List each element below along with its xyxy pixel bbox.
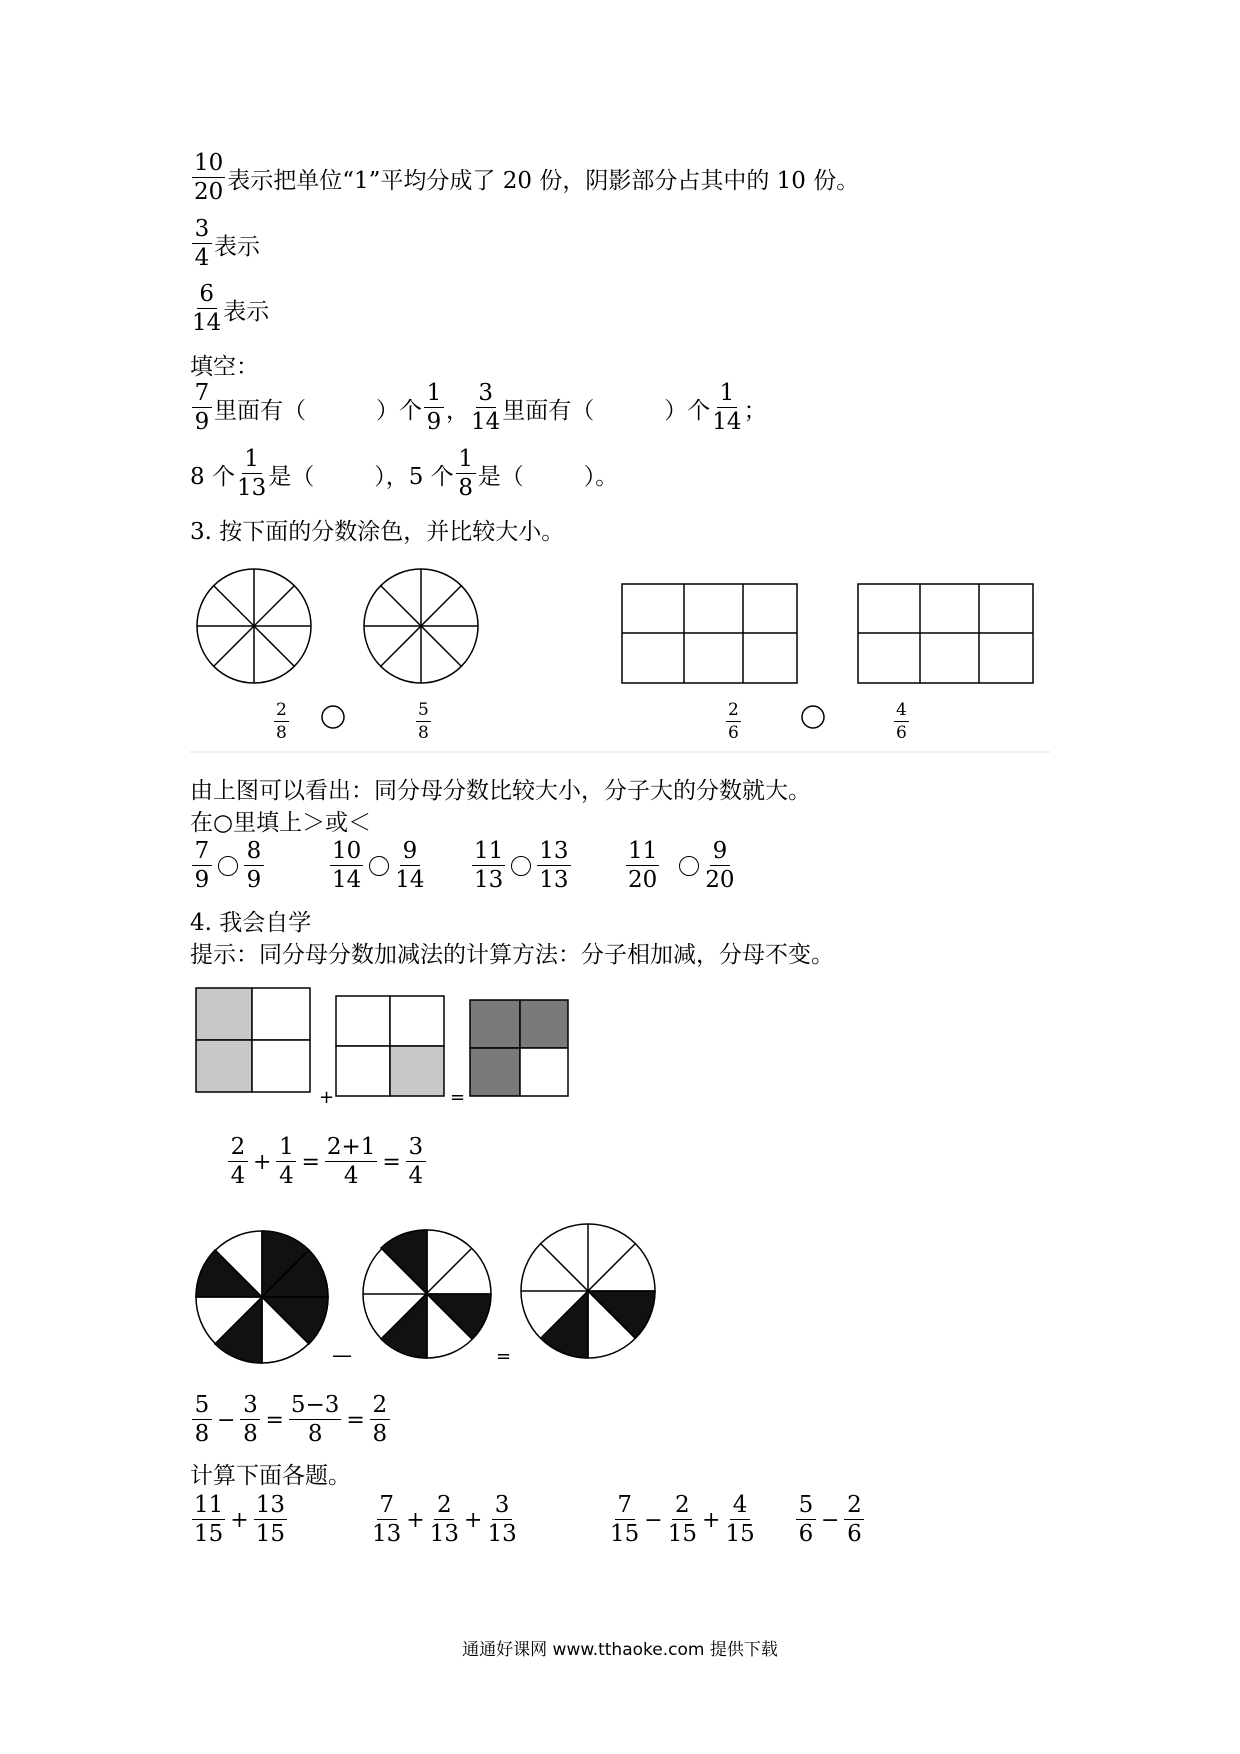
fraction (192, 1494, 225, 1546)
denominator: 8 (194, 1421, 210, 1447)
plus-sign: + (406, 1507, 425, 1533)
denominator: 15 (194, 1521, 224, 1547)
fill-text: 是（ (477, 463, 524, 490)
page-footer: 通通好课网 www.tthaoke.com 提供下载 (462, 1640, 778, 1660)
numerator: 2 (728, 700, 739, 720)
numerator: 11 (628, 838, 658, 864)
fill-text: 8 个 (190, 463, 235, 490)
section-3-heading: 3. 按下面的分数涂色，并比较大小。 (190, 519, 565, 545)
denominator: 13 (539, 867, 569, 893)
fill-heading: 填空： (190, 354, 259, 380)
eighths-pie-5-8 (196, 1231, 328, 1363)
denominator: 6 (847, 1521, 862, 1547)
minus-sign: − (821, 1507, 840, 1533)
numerator: 5 (796, 1494, 816, 1520)
numerator: 3 (192, 218, 212, 244)
denominator: 9 (194, 409, 210, 435)
numerator: 11 (474, 838, 504, 864)
denominator: 9 (194, 867, 210, 893)
fill-text: ）个 (376, 397, 422, 424)
denominator: 15 (725, 1521, 755, 1547)
denominator: 8 (307, 1421, 323, 1447)
fraction (610, 1494, 639, 1546)
numerator: 2 (672, 1494, 692, 1520)
denominator: 15 (667, 1521, 697, 1547)
denominator: 13 (474, 867, 504, 893)
section-4-tip: 提示：同分母分数加减法的计算方法：分子相加减，分母不变。 (190, 942, 834, 968)
denominator: 4 (343, 1163, 359, 1189)
fraction (844, 1494, 864, 1546)
fraction (240, 1394, 260, 1446)
denominator: 9 (246, 867, 262, 893)
denominator: 15 (255, 1521, 285, 1547)
fraction (289, 1394, 342, 1446)
subtraction-equation (190, 1394, 392, 1446)
fraction (796, 1494, 816, 1546)
numerator: 3 (240, 1394, 260, 1420)
numerator: 5−3 (290, 1392, 340, 1418)
denominator: 14 (192, 310, 222, 336)
fill-text: ； (743, 397, 767, 424)
numerator: 2 (370, 1394, 390, 1420)
denominator: 8 (418, 723, 429, 743)
numerator: 3 (492, 1494, 512, 1520)
numerator: 7 (377, 1494, 397, 1520)
numerator: 2 (276, 700, 287, 720)
calc-problem-3[interactable] (608, 1494, 757, 1546)
calc-heading: 计算下面各题。 (190, 1463, 351, 1489)
plus-sign: + (230, 1507, 249, 1533)
denominator: 13 (429, 1521, 459, 1547)
fraction (406, 1136, 426, 1188)
numerator: 9 (400, 840, 420, 866)
plus-sign: + (702, 1507, 721, 1533)
plus-sign: + (464, 1507, 483, 1533)
addition-equation (226, 1136, 428, 1188)
numerator: 13 (539, 838, 569, 864)
numerator: 1 (276, 1136, 296, 1162)
denominator: 8 (276, 723, 287, 743)
minus-sign: — (332, 1343, 352, 1367)
numerator: 1 (424, 382, 444, 408)
fill-text: ），5 个 (374, 463, 454, 490)
denominator: 6 (798, 1521, 814, 1547)
fraction (228, 1136, 248, 1188)
numerator: 7 (192, 840, 212, 866)
eighths-pie-2-8 (521, 1224, 655, 1358)
quarters-square-2-4 (196, 988, 310, 1092)
numerator: 4 (730, 1494, 750, 1520)
plus-sign: + (319, 1087, 335, 1108)
fill-text: ， (446, 397, 469, 424)
equals-sign: = (346, 1407, 365, 1433)
minus-sign: − (644, 1507, 663, 1533)
numerator: 3 (406, 1136, 426, 1162)
fraction (370, 1394, 390, 1446)
numerator: 5 (192, 1394, 212, 1420)
numerator: 3 (476, 382, 496, 408)
quarters-square-1-4 (336, 996, 444, 1096)
numerator: 8 (244, 840, 264, 866)
denominator: 6 (896, 723, 907, 743)
quarters-square-3-4 (470, 1000, 568, 1096)
numerator: 1 (242, 448, 262, 474)
numerator: 1 (456, 448, 476, 474)
numerator: 7 (615, 1494, 635, 1520)
fraction (430, 1494, 459, 1546)
fraction (372, 1494, 401, 1546)
equals-sign: = (496, 1346, 512, 1367)
denominator: 20 (705, 867, 735, 893)
intro-text-1: 表示把单位“1”平均分成了 20 份，阴影部分占其中的 10 份。 (227, 167, 860, 194)
numerator: 2 (434, 1494, 454, 1520)
denominator: 14 (712, 409, 742, 435)
denominator: 14 (471, 409, 501, 435)
numerator: 10 (194, 150, 224, 176)
denominator: 8 (372, 1421, 388, 1447)
numerator: 7 (192, 382, 212, 408)
denominator: 13 (372, 1521, 402, 1547)
denominator: 15 (610, 1521, 640, 1547)
section-3-conclusion: 由上图可以看出：同分母分数比较大小，分子大的分数就大。 (190, 778, 811, 804)
fill-text: 是（ (268, 463, 315, 490)
numerator: 10 (332, 838, 362, 864)
denominator: 20 (194, 179, 224, 205)
denominator: 14 (395, 867, 425, 893)
fraction (325, 1136, 378, 1188)
denominator: 13 (487, 1521, 517, 1547)
eighths-pie-3-8 (363, 1230, 491, 1358)
fraction (192, 1394, 212, 1446)
numerator: 2 (844, 1494, 864, 1520)
numerator: 6 (197, 283, 217, 309)
intro-text-2: 表示 (214, 233, 260, 260)
numerator: 2 (228, 1136, 248, 1162)
numerator: 13 (255, 1492, 285, 1518)
plus-sign: + (253, 1149, 272, 1175)
denominator: 6 (728, 723, 739, 743)
denominator: 8 (243, 1421, 258, 1447)
fill-text: ）。 (583, 463, 619, 490)
calc-problem-2[interactable] (370, 1494, 519, 1546)
minus-sign: − (217, 1407, 236, 1433)
denominator: 14 (332, 867, 362, 893)
fill-text: 里面有（ (214, 397, 306, 424)
fraction (254, 1494, 287, 1546)
section-3-instruction: 在○里填上＞或＜ (190, 810, 372, 836)
numerator: 2+1 (326, 1134, 376, 1160)
denominator: 8 (458, 475, 473, 501)
numerator: 11 (194, 1492, 224, 1518)
calc-problem-4[interactable] (794, 1494, 866, 1546)
denominator: 4 (230, 1163, 246, 1189)
numerator: 4 (896, 700, 907, 720)
equals-sign: = (382, 1149, 401, 1175)
denominator: 4 (194, 245, 210, 271)
equals-sign: = (450, 1087, 466, 1108)
fill-text: ）个 (664, 397, 711, 424)
numerator: 9 (710, 840, 730, 866)
section-4-heading: 4. 我会自学 (190, 910, 312, 936)
fraction (276, 1136, 296, 1188)
denominator: 9 (426, 409, 442, 435)
equals-sign: = (265, 1407, 284, 1433)
denominator: 4 (279, 1163, 294, 1189)
fraction (725, 1494, 754, 1546)
denominator: 20 (628, 867, 658, 893)
equals-sign: = (301, 1149, 320, 1175)
denominator: 4 (408, 1163, 424, 1189)
numerator: 1 (717, 382, 737, 408)
fraction (487, 1494, 516, 1546)
numerator: 5 (418, 700, 429, 720)
fraction (668, 1494, 697, 1546)
denominator: 13 (236, 475, 267, 501)
fill-text: 里面有（ (502, 397, 595, 424)
intro-text-3: 表示 (223, 298, 270, 325)
calc-problem-1[interactable] (190, 1494, 289, 1546)
